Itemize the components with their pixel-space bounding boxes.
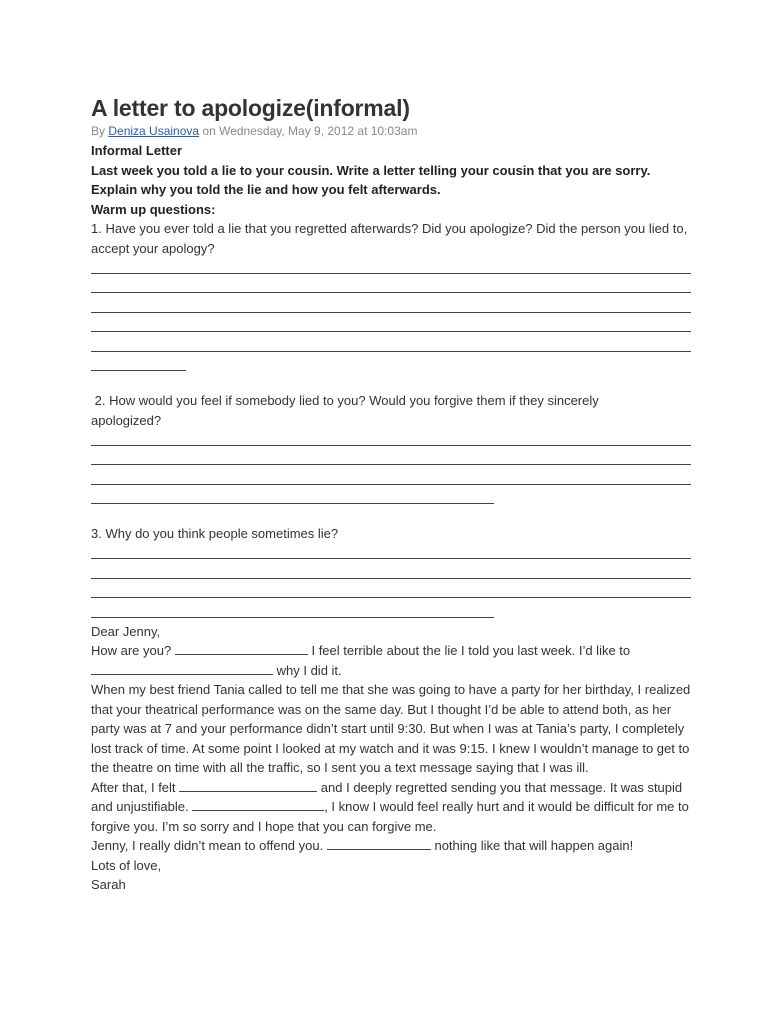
document-page bbox=[91, 93, 691, 895]
answer-line bbox=[91, 356, 186, 376]
question-3: 3. Why do you think people sometimes lie? bbox=[91, 526, 339, 541]
answer-line bbox=[91, 469, 691, 489]
task-heading: Informal Letter bbox=[91, 143, 183, 158]
page-title: A letter to apologize(informal) bbox=[91, 95, 410, 121]
answer-line bbox=[91, 489, 494, 509]
letter-text: why I did it. bbox=[276, 662, 342, 678]
letter-line-1 bbox=[91, 641, 691, 661]
letter-paragraph-1: When my best friend Tania called to tell me that she was going to have a party for her birthday, I realized that your theatrical performance was on the same day. But I thought I’d be able to attend both, as her party was at 7 and your performance didn’t start until 9:30. But when I was at Tania’s party, I completely lost track of time. At some point I looked at my watch and it was 9:15. I knew I wouldn’t manage to get to the theatre on time with all the traffic, so I sent you a text message saying that I was ill. bbox=[91, 682, 691, 775]
byline-by: By bbox=[91, 124, 106, 138]
task-line-1: Last week you told a lie to your cousin. Write a letter telling your cousin that you are sorry. bbox=[91, 162, 651, 178]
answer-lines-1 bbox=[91, 258, 691, 375]
letter-line-4 bbox=[91, 836, 691, 856]
answer-line bbox=[91, 258, 691, 278]
letter-text: I feel terrible about the lie I told you last week. I’d like to bbox=[311, 643, 631, 658]
question-1: 1. Have you ever told a lie that you regretted afterwards? Did you apologize? Did the person you lied to, accept your apology? bbox=[91, 221, 688, 256]
letter-text: How are you? bbox=[91, 643, 172, 658]
answer-line bbox=[91, 278, 691, 298]
fill-in-blank bbox=[327, 839, 431, 850]
byline-date: on Wednesday, May 9, 2012 at 10:03am bbox=[202, 124, 418, 138]
letter-greeting: Dear Jenny, bbox=[91, 623, 161, 639]
fill-in-blank bbox=[179, 781, 317, 792]
letter-closing: Lots of love, bbox=[91, 857, 162, 873]
answer-line bbox=[91, 450, 691, 470]
task-line-2: Explain why you told the lie and how you felt afterwards. bbox=[91, 182, 441, 197]
letter-line-2 bbox=[91, 661, 691, 681]
letter-text: nothing like that will happen again! bbox=[434, 838, 634, 853]
byline bbox=[91, 123, 691, 139]
letter-text: , I know I would feel really hurt and it would be difficult for me to forgive you. I’m so sorry and I hope that you can forgive me. bbox=[91, 799, 689, 834]
answer-line bbox=[91, 336, 691, 356]
letter-text: After that, I felt bbox=[91, 779, 176, 795]
fill-in-blank bbox=[91, 664, 273, 675]
answer-line bbox=[91, 583, 691, 603]
letter-paragraph-2 bbox=[91, 778, 691, 837]
answer-line bbox=[91, 544, 691, 564]
fill-in-blank bbox=[175, 644, 308, 655]
answer-lines-2 bbox=[91, 430, 691, 508]
author-link[interactable]: Deniza Usainova bbox=[108, 124, 200, 138]
letter-text: and I deeply regretted sending you that message. It was stupid and unjustifiable. bbox=[91, 779, 683, 814]
letter-text: Jenny, I really didn’t mean to offend you. bbox=[91, 838, 324, 853]
answer-line bbox=[91, 563, 691, 583]
letter-signature: Sarah bbox=[91, 877, 126, 892]
answer-line bbox=[91, 602, 494, 622]
warmup-heading: Warm up questions: bbox=[91, 201, 216, 217]
answer-line bbox=[91, 297, 691, 317]
question-2: 2. How would you feel if somebody lied to you? Would you forgive them if they sincerely apologized? bbox=[91, 393, 603, 428]
answer-line bbox=[91, 317, 691, 337]
answer-line bbox=[91, 430, 691, 450]
spacer bbox=[91, 508, 691, 524]
fill-in-blank bbox=[192, 800, 324, 811]
answer-lines-3 bbox=[91, 544, 691, 622]
spacer bbox=[91, 375, 691, 391]
